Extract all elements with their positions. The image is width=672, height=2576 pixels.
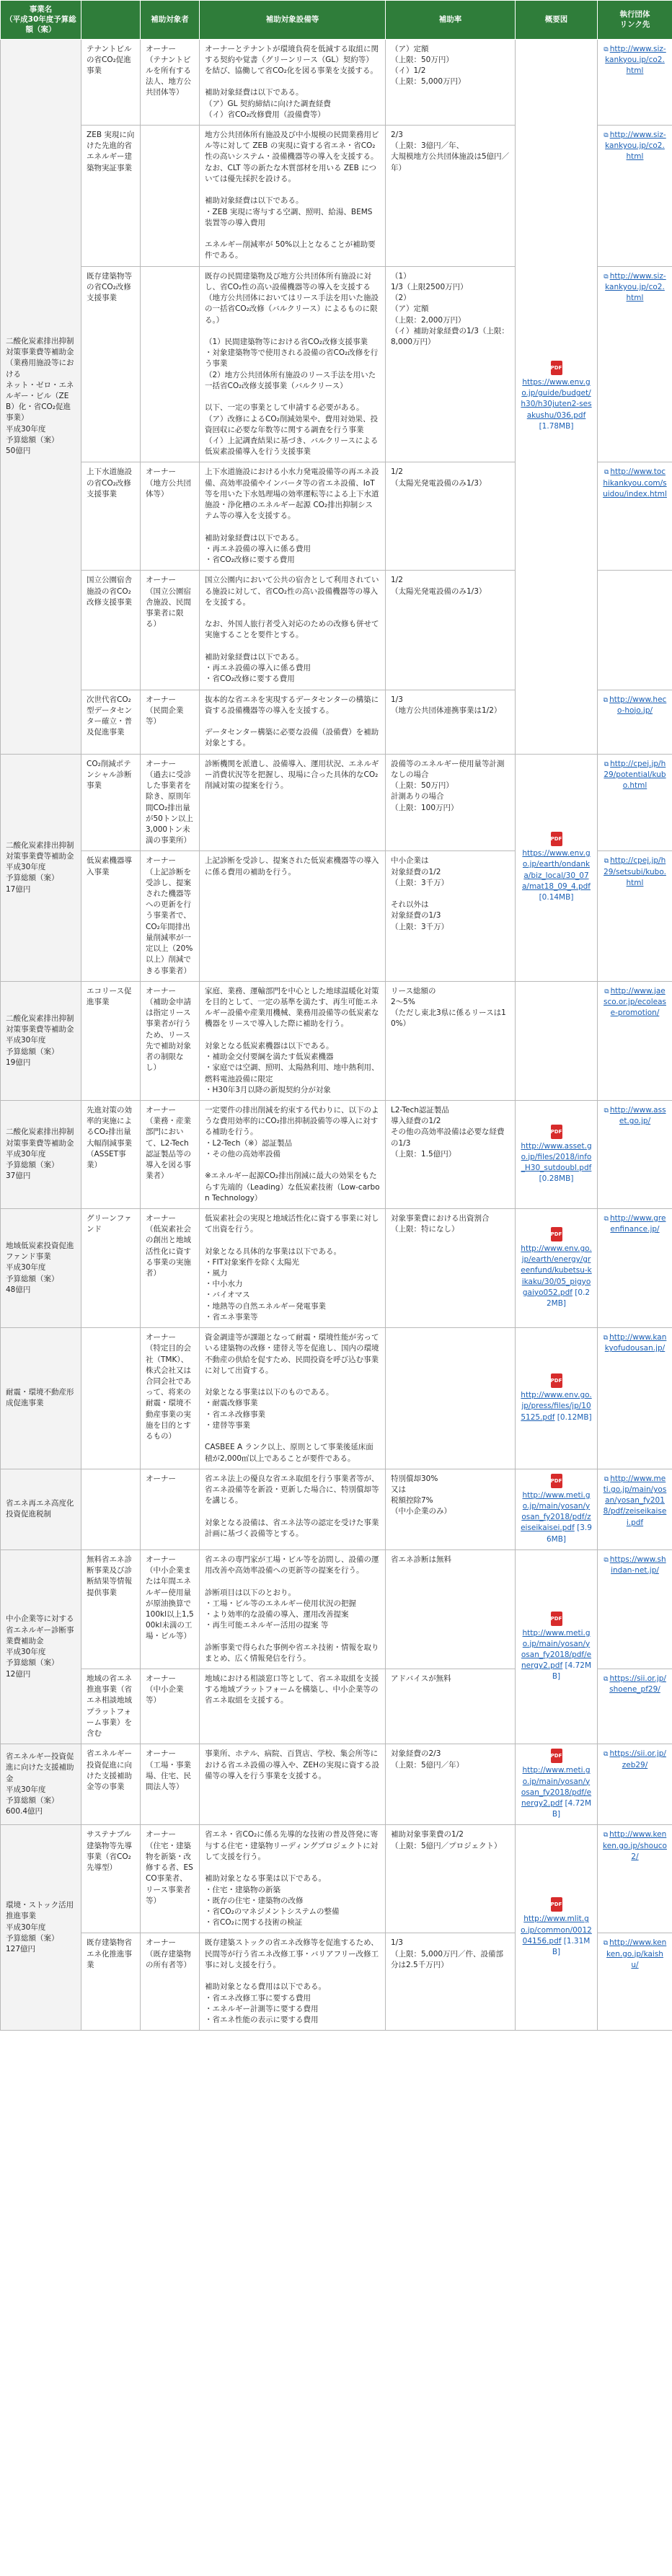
program-name: 省エネルギー投資促進に向けた支援補助金 平成30年度 予算総額（案） 600.4億円 [1, 1744, 81, 1825]
rate-cell: リース総額の 2〜5% （ただし東北3県に係るリースは10%） [386, 981, 516, 1100]
file-size: [1.31MB] [552, 1936, 591, 1957]
link-cell [598, 462, 672, 571]
target-cell: オーナー （過去に受診した事業者を除き、原則年間CO₂排出量が50トン以上3,000トン未満の事業所） [141, 754, 200, 851]
link-cell [598, 1208, 672, 1327]
rate-cell: 補助対象事業費の1/2 （上限：5億円／プロジェクト） [386, 1825, 516, 1933]
program-name: 省エネ再エネ高度化投資促進税制 [1, 1469, 81, 1549]
table-row [1, 1469, 672, 1549]
target-cell: オーナー （住宅・建築物を新築・改修する者、ESCO事業者、リース事業者等） [141, 1825, 200, 1933]
table-row [1, 1208, 672, 1327]
executing-body-link[interactable]: http://www.kenken.go.jp/shouco2/ [603, 1830, 667, 1861]
rate-cell: 対象経費の2/3 （上限：5億円／年） [386, 1744, 516, 1825]
subproject-name: 無料省エネ診断事業及び診断結果等情報提供事業 [81, 1549, 141, 1669]
equipment-cell: 上記診断を受診し、提案された低炭素機器等の導入に係る費用の補助を行う。 [200, 851, 386, 981]
overview-cell [516, 1208, 598, 1327]
file-size: [0.22MB] [546, 1288, 591, 1308]
external-link-icon: ⧉ [604, 760, 609, 768]
executing-body-link[interactable]: https://sii.or.jp/zeb29/ [609, 1749, 666, 1770]
table-row [1, 39, 672, 126]
executing-body-link[interactable]: http://www.asset.go.jp/ [609, 1105, 666, 1126]
target-cell: オーナー （特定目的会社（TMK）、株式会社又は合同会社であって、将来の耐震・環境不動産事業の実施を目的とするもの） [141, 1328, 200, 1469]
executing-body-link[interactable]: http://www.kankyofudousan.jp/ [604, 1333, 667, 1353]
subproject-name: 既存建築物等の省CO₂改修支援事業 [81, 266, 141, 462]
subproject-name: 上下水道施設の省CO₂改修支援事業 [81, 462, 141, 571]
external-link-icon: ⧉ [604, 988, 609, 995]
subproject-name: サステナブル建築物等先導事業（省CO₂先導型） [81, 1825, 141, 1933]
program-name: 二酸化炭素排出抑制対策事業費等補助金 平成30年度 予算総額（案） 37億円 [1, 1100, 81, 1208]
rate-cell: 省エネ診断は無料 [386, 1549, 516, 1669]
subproject-name: 既存建築物省エネ化推進事業 [81, 1933, 141, 2031]
rate-cell: 1/3 （上限：5,000万円／件、設備部分は2.5千万円） [386, 1933, 516, 2031]
header-subproject [81, 1, 141, 40]
external-link-icon: ⧉ [604, 858, 609, 866]
pdf-icon: PDF [551, 1897, 562, 1912]
executing-body-link[interactable]: https://sii.or.jp/shoene_pf29/ [609, 1674, 666, 1694]
link-cell [598, 266, 672, 462]
external-link-icon: ⧉ [603, 1940, 609, 1948]
external-link-icon: ⧉ [604, 1107, 609, 1115]
header-link: 執行団体 リンク先 [598, 1, 672, 40]
target-cell: オーナー （テナントビルを所有する法人、地方公共団体等） [141, 39, 200, 126]
target-cell: オーナー [141, 1469, 200, 1549]
overview-pdf-link[interactable]: https://www.env.go.jp/guide/budget/h30/h30juten2-sesakushu/036.pdf [521, 378, 592, 420]
subproject-name [81, 1469, 141, 1549]
table-row [1, 754, 672, 851]
executing-body-link[interactable]: http://www.siz-kankyou.jp/co2.html [605, 271, 666, 303]
header-equipment: 補助対象設備等 [200, 1, 386, 40]
link-cell [598, 1933, 672, 2031]
pdf-icon: PDF [551, 1474, 562, 1488]
external-link-icon: ⧉ [603, 1832, 609, 1839]
target-cell: オーナー （民間企業等） [141, 690, 200, 754]
target-cell: オーナー （中小企業等） [141, 1669, 200, 1744]
equipment-cell: 上下水道施設における小水力発電設備等の再エネ設備、高効率設備やインバータ等の省エネ設備、IoT 等を用いた下水処理場の効率運転等による上下水道施設・浄化槽のエネルギー起源 CO₂排出抑制システム等の導入を支援する。 補助対象経費は以下である。 ・再エネ設備の導入に係る費用 ・省CO₂改修に要する費用 [200, 462, 386, 571]
table-row [1, 1744, 672, 1825]
subproject-name: 国立公園宿舎施設の省CO₂改修支援事業 [81, 571, 141, 690]
rate-cell: 対象事業費における出資割合 （上限：特になし） [386, 1208, 516, 1327]
rate-cell: （1） 1/3（上限2500万円） （2） （ア）定額 （上限：2,000万円） （イ）補助対象経費の1/3（上限：8,000万円） [386, 266, 516, 462]
subproject-name: CO₂削減ポテンシャル診断事業 [81, 754, 141, 851]
link-cell [598, 1744, 672, 1825]
equipment-cell: 国立公園内において公共の宿舎として利用されている施設に対して、省CO₂性の高い設備機器等の導入を支援する。 なお、外国人旅行者受入対応のための改修も併せて実施することを要件とする。 補助対象経費は以下である。 ・再エネ設備の導入に係る費用 ・省CO₂改修に要する費用 [200, 571, 386, 690]
overview-pdf-link[interactable]: http://www.mlit.go.jp/common/001204156.pdf [521, 1915, 592, 1946]
target-cell [141, 266, 200, 462]
subproject-name: エコリース促進事業 [81, 981, 141, 1100]
program-name: 地域低炭素投資促進ファンド事業 平成30年度 予算総額（案） 48億円 [1, 1208, 81, 1327]
link-cell [598, 1825, 672, 1933]
equipment-cell: 既存の民間建築物及び地方公共団体所有施設に対し、省CO₂性の高い設備機器等の導入を支援する（地方公共団体においてはリース手法を用いた施設の一括省CO₂改修（バルクリース）によるものに限る。） （1）民間建築物等における省CO₂改修支援事業 ・対象建築物等で使用される設備の省CO₂改修を行う事業 （2）地方公共団体所有施設のリース手法を用いた一括省CO₂改修支援事業（バルクリース） 以下、一定の事業として申請する必要がある。 （ア）改修によるCO₂削減効果や、費用対効果、投資回収に必要な年数等に関する調査を行う事業 （イ）上記調査結果に基づき、バルクリースによる低炭素設備導入を行う支援事業 [200, 266, 386, 462]
executing-body-link[interactable]: https://www.shindan-net.jp/ [609, 1555, 666, 1575]
target-cell: オーナー （上記診断を受診し、提案された機器等への更新を行う事業者で、CO₂年間排出量削減率が一定以上（20%以上）削減できる事業者） [141, 851, 200, 981]
program-name: 二酸化炭素排出抑制対策事業費等補助金 平成30年度 予算総額（案） 19億円 [1, 981, 81, 1100]
overview-cell [516, 1825, 598, 2031]
equipment-cell: オーナーとテナントが環境負荷を低減する取組に関する契約や覚書（グリーンリース（GL）契約等）を結び、協働して省CO₂化を図る事業を支援する。 補助対象経費は以下である。 （ア）GL 契約締結に向けた調査経費 （イ）省CO₂改修費用（設備費等） [200, 39, 386, 126]
overview-pdf-link[interactable]: http://www.meti.go.jp/main/yosan/yosan_fy2018/pdf/zeiseikaisei.pdf [521, 1490, 591, 1533]
overview-cell [516, 1744, 598, 1825]
subproject-name: テナントビルの省CO₂促進事業 [81, 39, 141, 126]
header-rate: 補助率 [386, 1, 516, 40]
link-cell [598, 981, 672, 1100]
overview-cell [516, 1549, 598, 1744]
link-cell [598, 1100, 672, 1208]
pdf-icon: PDF [551, 832, 562, 846]
executing-body-link[interactable]: http://www.heco-hojo.jp/ [609, 695, 667, 715]
subproject-name [81, 1328, 141, 1469]
target-cell: オーナー （低炭素社会の創出と地域活性化に資する事業の実施者） [141, 1208, 200, 1327]
target-cell: オーナー （工場・事業場、住宅、民間法人等） [141, 1744, 200, 1825]
external-link-icon: ⧉ [604, 1751, 609, 1759]
rate-cell: L2-Tech認証製品 導入経費の1/2 その他の高効率設備は必要な経費の1/3 （上限：1.5億円） [386, 1100, 516, 1208]
rate-cell: 1/2 （太陽光発電設備のみ1/3） [386, 462, 516, 571]
executing-body-link[interactable]: http://www.tochikankyou.com/suidou/index.html [603, 467, 667, 498]
target-cell [141, 126, 200, 267]
equipment-cell: 家庭、業務、運輸部門を中心とした地球温暖化対策を目的として、一定の基準を満たす、再生可能エネルギー設備や産業用機械、業務用設備等の低炭素な機器をリースで導入した際に補助を行う。 対象となる低炭素機器は以下である。 ・補助金交付要綱を満たす低炭素機器 ・家庭では空調、照明、太陽熱利用、地中熱利用、燃料電池設備に限定 ・H30年3月以降の新規契約分が対象 [200, 981, 386, 1100]
target-cell: オーナー （地方公共団体等） [141, 462, 200, 571]
overview-pdf-link[interactable]: http://www.meti.go.jp/main/yosan/yosan_fy2018/pdf/energy2.pdf [521, 1766, 592, 1808]
pdf-icon: PDF [551, 1125, 562, 1139]
external-link-icon: ⧉ [604, 1556, 609, 1564]
subproject-name: 低炭素機器導入事業 [81, 851, 141, 981]
pdf-icon: PDF [551, 361, 562, 375]
rate-cell: 1/3 （地方公共団体連携事業は1/2） [386, 690, 516, 754]
link-cell [598, 39, 672, 126]
pdf-icon: PDF [551, 1227, 562, 1241]
target-cell: オーナー （国立公園宿舎施設、民間事業者に限る） [141, 571, 200, 690]
rate-cell: 設備等のエネルギー使用量等計測なしの場合 （上限：50万円） 計測ありの場合 （上限：100万円） [386, 754, 516, 851]
overview-pdf-link[interactable]: http://www.asset.go.jp/files/2018/info_H30_sutdoubl.pdf [521, 1141, 592, 1172]
link-cell [598, 1328, 672, 1469]
rate-cell [386, 1328, 516, 1469]
file-size: [3.96MB] [546, 1524, 592, 1544]
equipment-cell: 省エネ・省CO₂に係る先導的な技術の普及啓発に寄与する住宅・建築物リーディングプロジェクトに対して支援を行う。 補助対象となる事業は以下である。 ・住宅・建築物の新築 ・既存の住宅・建築物の改修 ・省CO₂のマネジメントシステムの整備 ・省CO₂に関する技術の検証 [200, 1825, 386, 1933]
file-size: [4.72MB] [552, 1661, 592, 1682]
overview-cell [516, 1100, 598, 1208]
file-size: [0.14MB] [539, 893, 574, 902]
equipment-cell: 一定要件の排出削減を約束する代わりに、以下のような費用効率的にCO₂排出抑制設備等の導入に対する補助を行う。 ・L2-Tech（※）認証製品 ・その他の高効率設備 ※エネルギー起源CO₂排出削減に最大の効果をもたらす先端的（Leading）な低炭素技術（Low-carbon Technology） [200, 1100, 386, 1208]
program-name: 環境・ストック活用推進事業 平成30年度 予算総額（案） 127億円 [1, 1825, 81, 2031]
header-target: 補助対象者 [141, 1, 200, 40]
external-link-icon: ⧉ [604, 132, 609, 140]
pdf-icon: PDF [551, 1373, 562, 1388]
link-cell [598, 126, 672, 267]
executing-body-link[interactable]: http://www.kenken.go.jp/kaishu/ [606, 1938, 667, 1969]
equipment-cell: 省エネ法上の優良な省エネ取組を行う事業者等が、省エネ設備等を新設・更新した場合に、特別償却等を講じる。 対象となる設備は、省エネ法等の認定を受けた事業計画に基づく設備等とする。 [200, 1469, 386, 1549]
executing-body-link[interactable]: http://www.jaesco.or.jp/ecolease-promotion/ [604, 986, 666, 1018]
equipment-cell: 資金調達等が課題となって耐震・環境性能が劣っている建築物の改修・建替え等を促進し、国内の環境不動産の供給を促すため、民間投資を呼び込む事業に対して出資する。 対象となる事業は以下のものである。 ・耐震改修事業 ・省エネ改修事業 ・建替等事業 CASBEE A ランク以上、原則として事業後延床面積が2,000㎡以上であることが要件である。 [200, 1328, 386, 1469]
external-link-icon: ⧉ [603, 696, 609, 704]
file-size: [0.12MB] [554, 1412, 592, 1422]
program-name: 二酸化炭素排出抑制対策事業費等補助金 （業務用施設等における ネット・ゼロ・エネルギー・ビル（ZEB）化・省CO₂促進事業） 平成30年度 予算総額（案） 50億円 [1, 39, 81, 754]
subproject-name: グリーンファンド [81, 1208, 141, 1327]
target-cell: オーナー （中小企業または年間エネルギー使用量が原油換算で100kl以上1,500kl未満の工場・ビル等） [141, 1549, 200, 1669]
header-program: 事業名 （平成30年度予算総額（案） [1, 1, 81, 40]
table-row [1, 1100, 672, 1208]
header-overview: 概要図 [516, 1, 598, 40]
external-link-icon: ⧉ [604, 469, 609, 477]
program-name: 二酸化炭素排出抑制対策事業費等補助金 平成30年度 予算総額（案） 17億円 [1, 754, 81, 981]
subproject-name: 地域の省エネ推進事業（省エネ相談地域プラットフォーム事業）を含む [81, 1669, 141, 1744]
external-link-icon: ⧉ [604, 1215, 609, 1223]
equipment-cell: 地域における相談窓口等として、省エネ取組を支援する地域プラットフォームを構築し、中小企業等の省エネ取組を支援する。 [200, 1669, 386, 1744]
equipment-cell: 既存建築ストックの省エネ改修等を促進するため、民間等が行う省エネ改修工事・バリアフリー改修工事に対し支援を行う。 補助対象となる費用は以下である。 ・省エネ改修工事に要する費用 ・エネルギー計測等に要する費用 ・省エネ性能の表示に要する費用 [200, 1933, 386, 2031]
header-row [1, 1, 672, 40]
table-row [1, 981, 672, 1100]
overview-pdf-link[interactable]: http://www.env.go.jp/press/files/jp/105125.pdf [521, 1391, 592, 1422]
program-name: 耐震・環境不動産形成促進事業 [1, 1328, 81, 1469]
external-link-icon: ⧉ [604, 45, 609, 53]
external-link-icon: ⧉ [604, 1475, 609, 1483]
overview-pdf-link[interactable]: http://www.meti.go.jp/main/yosan/yosan_fy2018/pdf/energy2.pdf [521, 1628, 592, 1671]
executing-body-link[interactable]: http://www.siz-kankyou.jp/co2.html [605, 131, 666, 162]
pdf-icon: PDF [551, 1612, 562, 1626]
equipment-cell: 事業所、ホテル、病院、百貨店、学校、集会所等における省エネ設備の導入や、ZEHの実現に資する設備等の導入を行う事業を支援する。 [200, 1744, 386, 1825]
rate-cell: アドバイスが無料 [386, 1669, 516, 1744]
external-link-icon: ⧉ [604, 1676, 609, 1684]
link-cell [598, 754, 672, 851]
link-cell [598, 571, 672, 690]
equipment-cell: 地方公共団体所有施設及び中小規模の民間業務用ビル等に対して ZEB の実現に資する省エネ・省CO₂性の高いシステム・設備機器等の導入を支援する。なお、CLT 等の新たな木質部材を用いる ZEB については優先採択を設ける。 補助対象経費は以下である。 ・ZEB 実現に寄与する空調、照明、給湯、BEMS 装置等の導入費用 エネルギー削減率が 50%以上となることが補助要件である。 [200, 126, 386, 267]
rate-cell: （ア）定額 （上限：50万円） （イ）1/2 （上限：5,000万円） [386, 39, 516, 126]
file-size: [1.78MB] [539, 421, 574, 431]
equipment-cell: 低炭素社会の実現と地域活性化に資する事業に対して出資を行う。 対象となる具体的な事業は以下である。 ・FIT対象案件を除く太陽光 ・風力 ・中小水力 ・バイオマス ・地熱等の自然エネルギー発電事業 ・省エネ事業等 [200, 1208, 386, 1327]
equipment-cell: 抜本的な省エネを実現するデータセンターの構築に資する設備機器等の導入を支援する。 データセンター構築に必要な設備（設備費）を補助対象とする。 [200, 690, 386, 754]
equipment-cell: 診断機関を派遣し、設備導入、運用状況、エネルギー消費状況等を把握し、現場に合った具体的なCO₂削減対策の提案を行う。 [200, 754, 386, 851]
file-size: [0.28MB] [539, 1174, 574, 1184]
link-cell [598, 851, 672, 981]
overview-cell [516, 39, 598, 754]
target-cell: オーナー （補助金申請は指定リース事業者が行うため、リース先で補助対象者の制限なし） [141, 981, 200, 1100]
rate-cell: 1/2 （太陽光発電設備のみ1/3） [386, 571, 516, 690]
subproject-name: 次世代省CO₂型データセンター確立・普及促進事業 [81, 690, 141, 754]
target-cell: オーナー （既存建築物の所有者等） [141, 1933, 200, 2031]
pdf-icon: PDF [551, 1749, 562, 1763]
executing-body-link[interactable]: http://www.meti.go.jp/main/yosan/yosan_fy2018/pdf/zeiseikaisei.pdf [603, 1474, 667, 1527]
program-name: 中小企業等に対する省エネルギー診断事業費補助金 平成30年度 予算総額（案） 12億円 [1, 1549, 81, 1744]
executing-body-link[interactable]: http://cpej.jp/h29/setsubi/kubo.html [604, 856, 666, 887]
link-cell [598, 690, 672, 754]
equipment-cell: 省エネの専門家が工場・ビル等を訪問し、設備の運用改善や高効率設備への更新等の提案を行う。 診断項目は以下のとおり。 ・工場・ビル等のエネルギー使用状況の把握 ・より効率的な設備の導入、運用改善提案 ・再生可能エネルギー活用の提案 等 診断事業で得られた事例や省エネ技術・情報を取りまとめ、広く情報発信を行う。 [200, 1549, 386, 1669]
rate-cell: 特別償却30% 又は 税額控除7% （中小企業のみ） [386, 1469, 516, 1549]
link-cell [598, 1549, 672, 1669]
file-size: [4.72MB] [552, 1799, 592, 1819]
overview-pdf-link[interactable]: https://www.env.go.jp/earth/ondanka/biz_local/30_07a/mat18_09_4.pdf [521, 849, 591, 891]
executing-body-link[interactable]: http://cpej.jp/h29/potential/kubo.html [604, 759, 666, 791]
link-cell [598, 1669, 672, 1744]
overview-cell [516, 1469, 598, 1549]
executing-body-link[interactable]: http://www.greenfinance.jp/ [609, 1213, 666, 1234]
table-body [1, 39, 672, 2031]
executing-body-link[interactable]: http://www.siz-kankyou.jp/co2.html [605, 44, 666, 75]
external-link-icon: ⧉ [603, 1335, 609, 1342]
table-row [1, 1328, 672, 1469]
target-cell: オーナー （業務・産業部門において、L2-Tech認証製品等の導入を図る事業者） [141, 1100, 200, 1208]
external-link-icon: ⧉ [604, 273, 609, 281]
rate-cell: 2/3 （上限：3億円／年、 大規模地方公共団体施設は5億円／年） [386, 126, 516, 267]
subproject-name: 先進対策の効率的実施によるCO₂排出量大幅削減事業（ASSET事業） [81, 1100, 141, 1208]
subproject-name: 省エネルギー投資促進に向けた支援補助金等の事業 [81, 1744, 141, 1825]
overview-cell [516, 1328, 598, 1469]
table-row [1, 1825, 672, 1933]
overview-pdf-link[interactable]: http://www.env.go.jp/earth/energy/greenfund/kubetsu-kikaku/30/05_pigyogaiyo052.pdf [521, 1244, 592, 1297]
link-cell [598, 1469, 672, 1549]
overview-cell [516, 981, 598, 1100]
rate-cell: 中小企業は 対象経費の1/2 （上限：3千万） それ以外は 対象経費の1/3 （上限：3千万） [386, 851, 516, 981]
subproject-name: ZEB 実現に向けた先進的省エネルギー建築物実証事業 [81, 126, 141, 267]
table-row [1, 1549, 672, 1669]
overview-cell [516, 754, 598, 981]
